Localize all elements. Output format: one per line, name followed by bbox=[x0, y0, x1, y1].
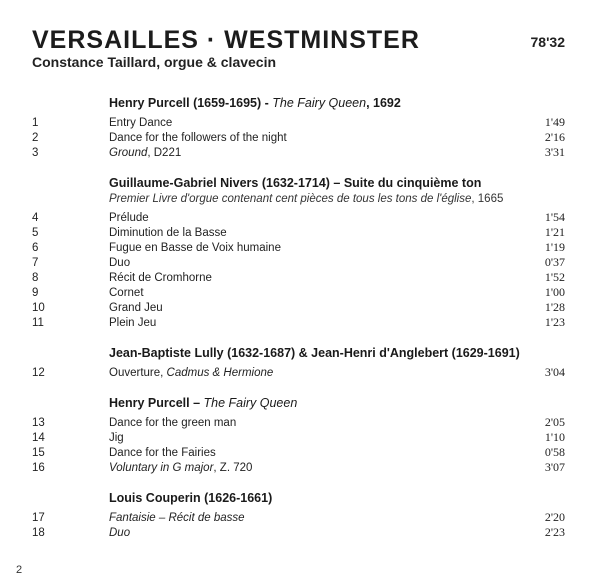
tracklist bbox=[32, 95, 565, 555]
track-title-text: Ouverture, bbox=[109, 367, 167, 379]
track-title bbox=[109, 461, 505, 476]
composer-name: Louis Couperin (1626-1661) bbox=[109, 491, 273, 505]
track-title bbox=[109, 146, 505, 161]
heading-separator: - bbox=[261, 96, 273, 110]
track-row bbox=[32, 510, 565, 525]
track-row bbox=[32, 270, 565, 285]
track-title bbox=[109, 211, 505, 226]
track-number: 9 bbox=[32, 287, 39, 299]
track-title bbox=[109, 416, 505, 431]
track-title-text: Fugue en Basse de Voix humaine bbox=[109, 242, 281, 254]
track-row bbox=[32, 430, 565, 445]
track-duration: 2'23 bbox=[544, 525, 565, 539]
track-title bbox=[109, 446, 505, 461]
track-title-text: Dance for the Fairies bbox=[109, 447, 216, 459]
track-title-text: Entry Dance bbox=[109, 117, 173, 129]
track-duration: 2'16 bbox=[544, 130, 565, 144]
track-title bbox=[109, 131, 505, 146]
section-heading bbox=[32, 490, 565, 507]
composer-name: Henry Purcell (1659-1695) bbox=[109, 96, 262, 110]
composer-name: Henry Purcell bbox=[109, 396, 190, 410]
track-row bbox=[32, 525, 565, 540]
track-duration: 3'07 bbox=[544, 460, 565, 474]
track-title-text: Fantaisie – Récit de basse bbox=[109, 512, 245, 524]
section-note bbox=[32, 192, 565, 207]
track-title-text: Ground bbox=[109, 147, 148, 159]
section bbox=[32, 395, 565, 475]
track-row bbox=[32, 115, 565, 130]
track-title bbox=[109, 241, 505, 256]
performer-subtitle: Constance Taillard, orgue & clavecin bbox=[32, 54, 277, 70]
track-row bbox=[32, 415, 565, 430]
track-duration: 2'20 bbox=[544, 510, 565, 524]
track-number: 10 bbox=[32, 302, 45, 314]
track-duration: 0'37 bbox=[544, 255, 565, 269]
track-row bbox=[32, 315, 565, 330]
track-duration: 1'00 bbox=[544, 285, 565, 299]
track-title-text: Dance for the followers of the night bbox=[109, 132, 287, 144]
track-row bbox=[32, 285, 565, 300]
track-number: 2 bbox=[32, 132, 39, 144]
track-title-suffix: , D221 bbox=[147, 147, 182, 159]
track-title-text: Diminution de la Basse bbox=[109, 227, 227, 239]
track-duration: 3'04 bbox=[544, 365, 565, 379]
track-row bbox=[32, 145, 565, 160]
track-title bbox=[109, 226, 505, 241]
track-duration: 1'23 bbox=[544, 315, 565, 329]
composer-name: Jean-Baptiste Lully (1632-1687) & Jean-Henri d'Anglebert (1629-1691) bbox=[109, 346, 520, 360]
track-number: 1 bbox=[32, 117, 39, 129]
track-number: 8 bbox=[32, 272, 39, 284]
track-list bbox=[32, 210, 565, 330]
track-title-text: Récit de Cromhorne bbox=[109, 272, 212, 284]
track-title-text: Cornet bbox=[109, 287, 144, 299]
track-number: 15 bbox=[32, 447, 45, 459]
section bbox=[32, 490, 565, 540]
track-number: 7 bbox=[32, 257, 39, 269]
track-title-text: Dance for the green man bbox=[109, 417, 237, 429]
track-title-text: Plein Jeu bbox=[109, 317, 157, 329]
track-number: 6 bbox=[32, 242, 39, 254]
track-title-italic: Cadmus & Hermione bbox=[166, 367, 274, 379]
work-title: The Fairy Queen bbox=[203, 396, 298, 410]
track-row bbox=[32, 445, 565, 460]
track-duration: 1'52 bbox=[544, 270, 565, 284]
track-title-text: Jig bbox=[109, 432, 124, 444]
track-number: 17 bbox=[32, 512, 45, 524]
track-row bbox=[32, 240, 565, 255]
track-title-text: Prélude bbox=[109, 212, 149, 224]
track-duration: 1'54 bbox=[544, 210, 565, 224]
page-title: VERSAILLES · WESTMINSTER bbox=[32, 26, 420, 54]
track-title-suffix: , Z. 720 bbox=[213, 462, 253, 474]
section-heading bbox=[32, 175, 565, 192]
track-row bbox=[32, 365, 565, 380]
section bbox=[32, 95, 565, 160]
track-row bbox=[32, 255, 565, 270]
track-number: 12 bbox=[32, 367, 45, 379]
note-year: , 1665 bbox=[471, 193, 504, 205]
work-title: The Fairy Queen bbox=[272, 96, 367, 110]
track-number: 11 bbox=[32, 317, 44, 329]
section-heading bbox=[32, 345, 565, 362]
track-title bbox=[109, 316, 505, 331]
track-list bbox=[32, 115, 565, 160]
section-heading bbox=[32, 395, 565, 412]
track-number: 16 bbox=[32, 462, 45, 474]
track-title-text: Grand Jeu bbox=[109, 302, 163, 314]
track-duration: 1'19 bbox=[544, 240, 565, 254]
track-row bbox=[32, 130, 565, 145]
track-list bbox=[32, 510, 565, 540]
track-title bbox=[109, 256, 505, 271]
track-title bbox=[109, 511, 505, 526]
track-number: 3 bbox=[32, 147, 39, 159]
track-title-text: Duo bbox=[109, 527, 131, 539]
track-title bbox=[109, 526, 505, 541]
track-title bbox=[109, 431, 505, 446]
track-duration: 1'49 bbox=[544, 115, 565, 129]
track-row bbox=[32, 300, 565, 315]
total-duration: 78'32 bbox=[530, 34, 565, 50]
track-number: 4 bbox=[32, 212, 39, 224]
track-row bbox=[32, 460, 565, 475]
section bbox=[32, 345, 565, 380]
note-text: Premier Livre d'orgue contenant cent pièces de tous les tons de l'église bbox=[109, 193, 472, 205]
track-duration: 1'28 bbox=[544, 300, 565, 314]
track-duration: 3'31 bbox=[544, 145, 565, 159]
section bbox=[32, 175, 565, 330]
track-title bbox=[109, 301, 505, 316]
composer-name: Guillaume-Gabriel Nivers (1632-1714) – Suite du cinquième ton bbox=[109, 176, 482, 190]
track-duration: 2'05 bbox=[544, 415, 565, 429]
heading-separator: – bbox=[189, 396, 204, 410]
track-number: 14 bbox=[32, 432, 45, 444]
track-number: 5 bbox=[32, 227, 39, 239]
track-row bbox=[32, 210, 565, 225]
track-duration: 0'58 bbox=[544, 445, 565, 459]
track-list bbox=[32, 365, 565, 380]
track-title bbox=[109, 286, 505, 301]
track-title-text: Voluntary in G major bbox=[109, 462, 214, 474]
section-heading bbox=[32, 95, 565, 112]
track-title bbox=[109, 271, 505, 286]
track-duration: 1'10 bbox=[544, 430, 565, 444]
track-number: 18 bbox=[32, 527, 45, 539]
track-title bbox=[109, 366, 505, 381]
track-row bbox=[32, 225, 565, 240]
track-title-text: Duo bbox=[109, 257, 131, 269]
track-number: 13 bbox=[32, 417, 45, 429]
page-number: 2 bbox=[16, 564, 23, 576]
track-list bbox=[32, 415, 565, 475]
track-duration: 1'21 bbox=[544, 225, 565, 239]
work-year: , 1692 bbox=[366, 96, 401, 110]
track-title bbox=[109, 116, 505, 131]
